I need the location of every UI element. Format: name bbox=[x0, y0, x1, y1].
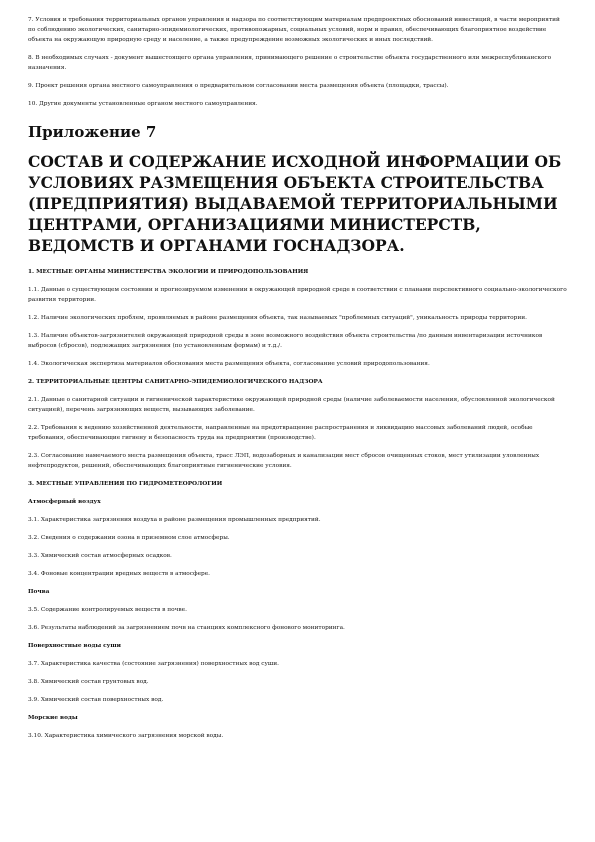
section-1-item: 1.3. Наличие объектов-загрязнителей окружающей природной среды в зоне возможного воздействия объекта строительства /по данным инвентаризации источников выбросов (сбросов), подлежащих загрязнения (по установленным формам) и т.д./. bbox=[28, 333, 543, 349]
subsection-title-sea-water: Морские воды bbox=[28, 715, 78, 721]
section-2-heading: 2. ТЕРРИТОРИАЛЬНЫЕ ЦЕНТРЫ САНИТАРНО-ЭПИДЕМИОЛОГИЧЕСКОГО НАДЗОРА bbox=[28, 379, 323, 385]
section-3-item: 3.2. Сведения о содержании озона в приземном слое атмосферы. bbox=[28, 535, 230, 541]
section-1-item: 1.2. Наличие экологических проблем, проявляемых в районе размещения объекта, так называемых "проблемных ситуаций", уникальность природы территории. bbox=[28, 315, 527, 321]
paragraph-item-8: 8. В необходимых случаях - документ вышестоящего органа управления, принимающего решение о строительстве объекта государственного или межреспубликанского назначения. bbox=[28, 55, 552, 71]
paragraph-item-10: 10. Другие документы установленные органом местного самоуправления. bbox=[28, 101, 258, 107]
main-title: СОСТАВ И СОДЕРЖАНИЕ ИСХОДНОЙ ИНФОРМАЦИИ ОБ УСЛОВИЯХ РАЗМЕЩЕНИЯ ОБЪЕКТА СТРОИТЕЛЬСТВА (ПРЕДПРИЯТИЯ) ВЫДАВАЕМОЙ ТЕРРИТОРИАЛЬНЫМИ ЦЕНТРАМИ, ОРГАНИЗАЦИЯМИ МИНИСТЕРСТВ, ВЕДОМСТВ И ОРГАНАМИ ГОСНАДЗОРА. bbox=[28, 152, 562, 255]
section-3-item: 3.4. Фоновые концентрации вредных веществ в атмосфере. bbox=[28, 571, 210, 577]
subsection-title-soil: Почва bbox=[28, 589, 50, 595]
section-3-heading: 3. МЕСТНЫЕ УПРАВЛЕНИЯ ПО ГИДРОМЕТЕОРОЛОГИИ bbox=[28, 481, 223, 487]
section-2-item: 2.1. Данные о санитарной ситуации и гигиенической характеристике окружающей природной среды (наличие заболеваемости населения, обусловленной экологической ситуацией), перечень загрязняющих веществ, вызывающих заболевание. bbox=[28, 397, 555, 413]
section-3-item: 3.8. Химический состав грунтовых вод. bbox=[28, 679, 149, 685]
section-2-item: 2.2. Требования к ведению хозяйственной деятельности, направленные на предотвращение распространения и ликвидацию массовых заболеваний людей, особые требования, обеспечивающие гигиену и безопасность труда на предприятии (производстве). bbox=[28, 425, 533, 441]
subsection-title-surface-water: Поверхностные воды суши bbox=[28, 643, 121, 649]
section-3-item: 3.7. Характеристика качества (состояние загрязнения) поверхностных вод суши. bbox=[28, 661, 279, 667]
section-2-item: 2.3. Согласование намечаемого места размещения объекта, трасс ЛЭП, водозаборных и канализации мест сбросов очищенных стоков, мест утилизации уловленных нефтепродуктов, решений, обеспечивающих благоприятные гигиенические условия. bbox=[28, 453, 540, 469]
appendix-title: Приложение 7 bbox=[28, 123, 157, 141]
section-3-item: 3.5. Содержание контролируемых веществ в почве. bbox=[28, 607, 187, 613]
section-3-item: 3.1. Характеристика загрязнения воздуха в районе размещения промышленных предприятий. bbox=[28, 517, 321, 523]
paragraph-item-7: 7. Условия и требования территориальных органов управления и надзора по соответствующим материалам предпроектных обоснований инвестиций, в части мероприятий по соблюдению экологических, санитарно-эпидемиологических, противопожарных, социальных условий, норм и правил, обеспечивающих благоприятное воздействие объекта на окружающую природную среду и население, а также предупреждение возможных экологических и иных последствий. bbox=[28, 17, 560, 43]
section-1-item: 1.4. Экологическая экспертиза материалов обоснования места размещения объекта, согласование условий природопользования. bbox=[28, 361, 430, 367]
subsection-title-air: Атмосферный воздух bbox=[28, 499, 101, 505]
section-1-item: 1.1. Данные о существующем состоянии и прогнозируемом изменении в окружающей природной среде в соответствии с планами перспективного социально-экологического развития территории. bbox=[28, 287, 567, 303]
section-3-item: 3.9. Химический состав поверхностных вод. bbox=[28, 697, 164, 703]
section-1-heading: 1. МЕСТНЫЕ ОРГАНЫ МИНИСТЕРСТВА ЭКОЛОГИИ И ПРИРОДОПОЛЬЗОВАНИЯ bbox=[28, 269, 309, 275]
section-3-item: 3.3. Химический состав атмосферных осадков. bbox=[28, 553, 172, 559]
section-3-item: 3.6. Результаты наблюдений за загрязнением почв на станциях комплексного фонового мониторинга. bbox=[28, 625, 345, 631]
paragraph-item-9: 9. Проект решения органа местного самоуправления о предварительном согласовании места размещения объекта (площадки, трассы). bbox=[28, 83, 449, 89]
section-3-item: 3.10. Характеристика химического загрязнения морской воды. bbox=[28, 733, 224, 739]
